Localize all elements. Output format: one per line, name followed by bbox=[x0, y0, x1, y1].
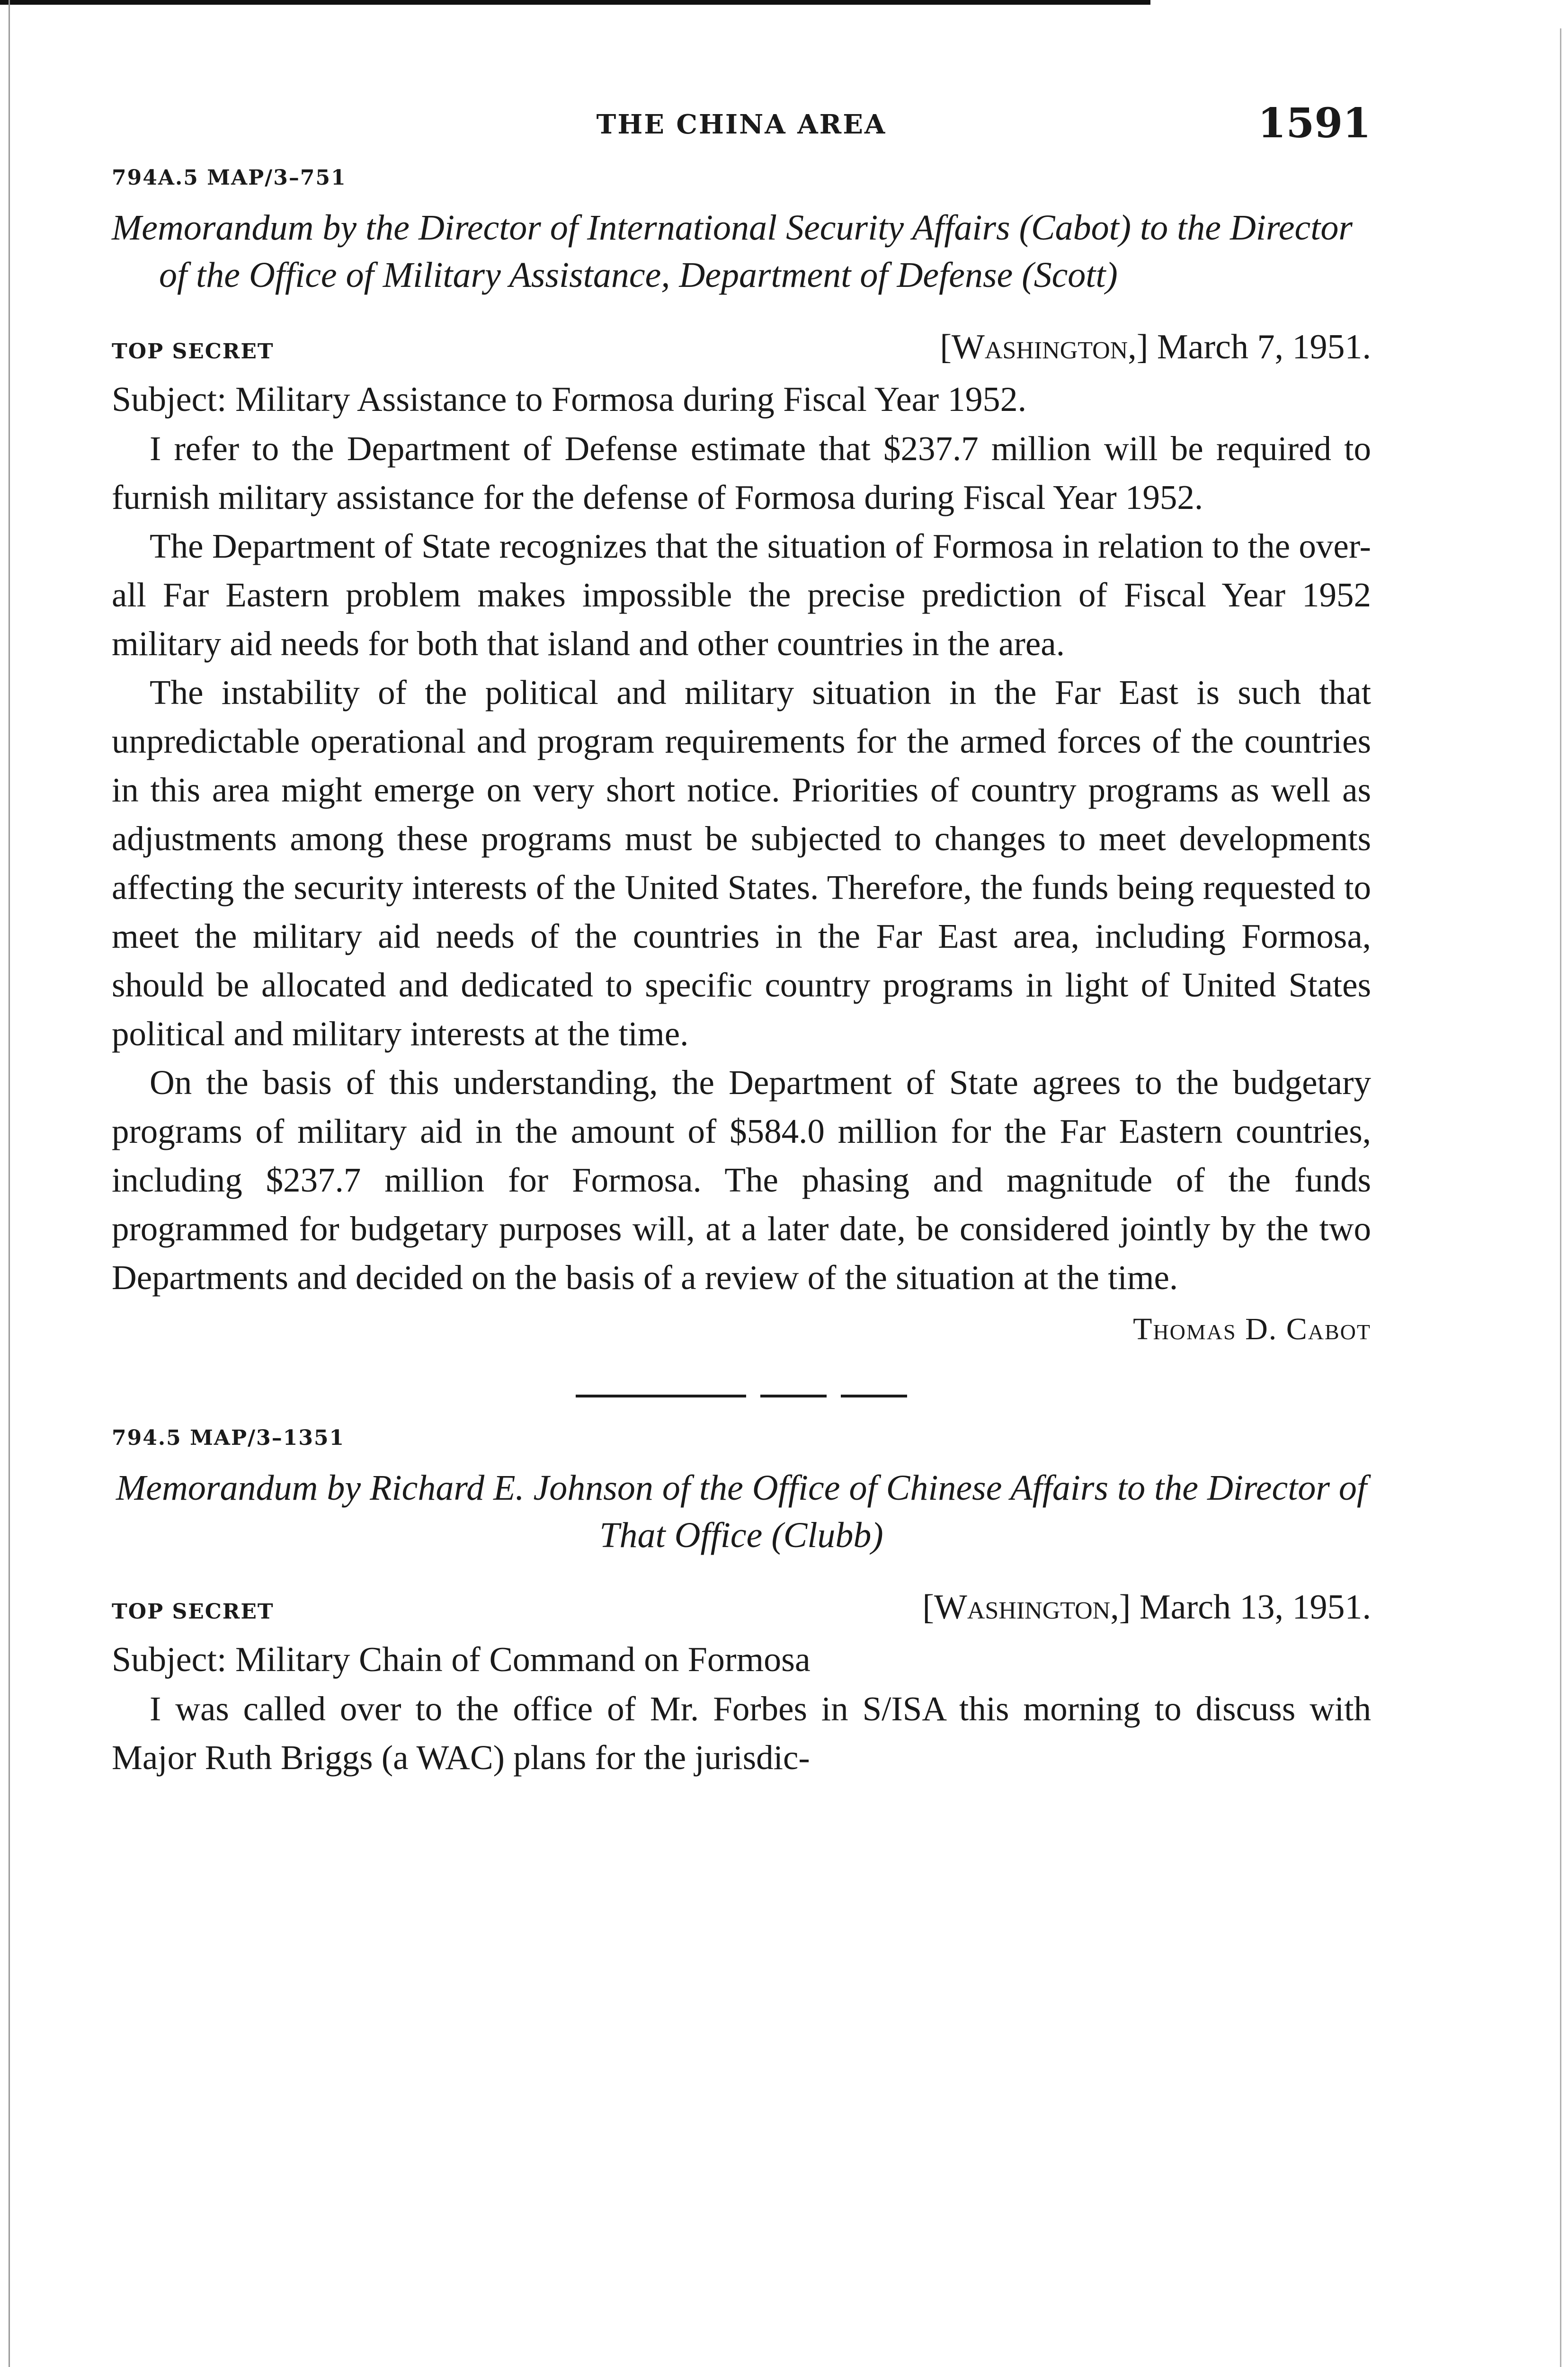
dateline-date: March 7, 1951. bbox=[1157, 328, 1371, 366]
document-heading: Memorandum by the Director of International Security Affairs (Cabot) to the Director of the Office of Military Assistance, Department of Defense (Scott) bbox=[112, 208, 1353, 295]
section-separator bbox=[112, 1395, 1371, 1397]
classification-label: TOP SECRET bbox=[112, 339, 274, 364]
dateline-date: March 13, 1951. bbox=[1139, 1588, 1371, 1627]
page-number: 1591 bbox=[1257, 99, 1371, 147]
scan-left-edge bbox=[9, 0, 10, 2367]
body-paragraph: I refer to the Department of Defense estimate that $237.7 million will be required to furnish military assistance for the defense of Formosa during Fiscal Year 1952. bbox=[112, 429, 1371, 516]
file-number: 794.5 MAP/3–1351 bbox=[112, 1426, 345, 1450]
memorandum-cabot bbox=[112, 166, 1371, 1347]
document-heading: Memorandum by Richard E. Johnson of the Office of Chinese Affairs to the Director of That Office (Clubb) bbox=[116, 1468, 1367, 1555]
scan-right-edge bbox=[1560, 28, 1561, 2367]
running-title: THE CHINA AREA bbox=[596, 109, 887, 140]
classification-row bbox=[112, 1587, 1371, 1628]
document-page bbox=[112, 95, 1371, 1782]
dateline bbox=[940, 327, 1371, 367]
scan-top-border bbox=[0, 0, 1150, 5]
body-paragraph: The Department of State recognizes that the situation of Formosa in relation to the over-all Far Eastern problem makes impossible the precise prediction of Fiscal Year 1952 military aid needs for both that island and other countries in the area. bbox=[112, 527, 1371, 663]
classification-row bbox=[112, 327, 1371, 367]
dateline bbox=[922, 1587, 1371, 1628]
body-paragraph: On the basis of this understanding, the Department of State agrees to the budgetary programs of military aid in the amount of $584.0 million for the Far Eastern countries, including $237.7 million for Formosa. The phasing and magnitude of the funds programmed for budgetary purposes will, at a later date, be considered jointly by the two Departments and decided on the basis of a review of the situation at the time. bbox=[112, 1063, 1371, 1297]
body-paragraph: I was called over to the office of Mr. Forbes in S/ISA this morning to discuss with Major Ruth Briggs (a WAC) plans for the jurisdic- bbox=[112, 1690, 1371, 1777]
dateline-place: [Washington,] bbox=[922, 1588, 1131, 1627]
running-head bbox=[112, 95, 1371, 151]
memorandum-johnson bbox=[112, 1426, 1371, 1782]
subject-line: Subject: Military Assistance to Formosa during Fiscal Year 1952. bbox=[112, 380, 1027, 419]
signature: Thomas D. Cabot bbox=[1133, 1312, 1371, 1346]
classification-label: TOP SECRET bbox=[112, 1600, 274, 1624]
separator-rule bbox=[841, 1395, 907, 1397]
file-number: 794A.5 MAP/3–751 bbox=[112, 166, 347, 190]
separator-rule bbox=[760, 1395, 827, 1397]
subject-line: Subject: Military Chain of Command on Formosa bbox=[112, 1640, 811, 1679]
body-paragraph: The instability of the political and military situation in the Far East is such that unpredictable operational and program requirements for the armed forces of the countries in this area might emerge on very short notice. Priorities of country programs as well as adjustments among these programs must be subjected to changes to meet developments affecting the security interests of the United States. Therefore, the funds being requested to meet the military aid needs of the countries in the Far East area, including Formosa, should be allocated and dedicated to specific country programs in light of United States political and military interests at the time. bbox=[112, 673, 1371, 1053]
dateline-place: [Washington,] bbox=[940, 328, 1149, 366]
separator-rule bbox=[576, 1395, 746, 1397]
